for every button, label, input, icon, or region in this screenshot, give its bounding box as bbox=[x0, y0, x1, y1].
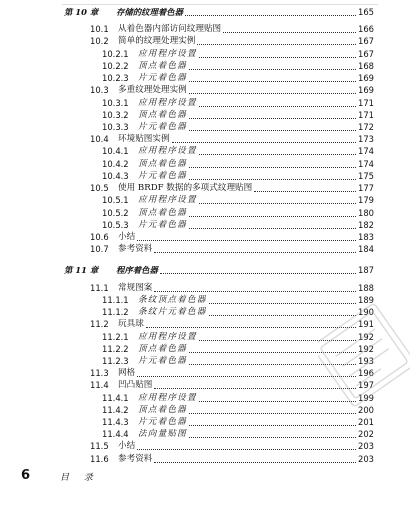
toc-entry-page: 174 bbox=[358, 158, 374, 169]
toc-entry-number: 10.3.3 bbox=[102, 121, 129, 132]
toc-entry-page: 165 bbox=[358, 7, 374, 17]
toc-entry bbox=[90, 243, 374, 256]
toc-entry bbox=[90, 231, 374, 244]
toc-entry-page: 192 bbox=[358, 331, 374, 342]
toc-entry-page: 192 bbox=[358, 343, 374, 354]
running-title: 目 录 bbox=[60, 473, 99, 483]
toc-entry bbox=[90, 182, 374, 195]
toc-entry-title: 片元着色器 bbox=[138, 219, 187, 230]
toc-entry-number: 11.3 bbox=[90, 368, 109, 379]
toc-entry-title: 片元着色器 bbox=[138, 417, 187, 428]
toc-entry bbox=[102, 428, 374, 441]
dot-leader bbox=[189, 81, 356, 82]
toc-entry-number: 10.5 bbox=[90, 183, 109, 194]
toc-entry-title: 存储的纹理着色器 bbox=[116, 7, 183, 17]
toc-entry-page: 166 bbox=[358, 24, 374, 35]
toc-entry-title: 顶点着色器 bbox=[138, 60, 187, 71]
toc-entry bbox=[102, 109, 374, 122]
toc-entry-title: 小结 bbox=[118, 231, 136, 242]
toc-entry-page: 187 bbox=[358, 265, 374, 276]
toc-entry-page: 193 bbox=[358, 355, 374, 366]
toc-entry-number: 10.6 bbox=[90, 231, 109, 242]
toc-entry-page: 202 bbox=[358, 429, 374, 440]
toc-entry-number: 11.5 bbox=[90, 441, 109, 452]
watermark-stamp bbox=[318, 300, 410, 410]
toc-entry-number: 11.1.1 bbox=[102, 294, 129, 305]
toc-entry-title: 顶点着色器 bbox=[138, 343, 187, 354]
toc-entry-title: 应用程序设置 bbox=[138, 195, 197, 206]
toc-entry-page: 203 bbox=[358, 453, 374, 464]
toc-entry-title: 顶点着色器 bbox=[138, 158, 187, 169]
toc-entry-title: 条纹片元着色器 bbox=[138, 307, 207, 318]
toc-entry bbox=[102, 72, 374, 85]
toc-entry bbox=[102, 416, 374, 429]
toc-entry-title: 玩具球 bbox=[118, 319, 144, 330]
toc-entry-title: 片元着色器 bbox=[138, 170, 187, 181]
toc-entry-page: 203 bbox=[358, 441, 374, 452]
toc-entry-title: 顶点着色器 bbox=[138, 109, 187, 120]
toc-entry bbox=[90, 84, 374, 97]
toc-entry-title: 简单的纹理处理实例 bbox=[118, 36, 196, 47]
toc-entry bbox=[102, 145, 374, 158]
toc-entry-page: 183 bbox=[358, 231, 374, 242]
dot-leader bbox=[154, 291, 356, 292]
toc-entry-title: 片元着色器 bbox=[138, 121, 187, 132]
dot-leader bbox=[137, 240, 356, 241]
toc-entry bbox=[90, 282, 374, 295]
toc-entry-page: 184 bbox=[358, 244, 374, 255]
toc-entry-number: 11.1.2 bbox=[102, 307, 129, 318]
dot-leader bbox=[199, 57, 356, 58]
toc-entry-page: 167 bbox=[358, 48, 374, 59]
toc-entry-title: 顶点着色器 bbox=[138, 207, 187, 218]
toc-entry-number: 11.2 bbox=[90, 319, 109, 330]
dot-leader bbox=[189, 179, 356, 180]
toc-entry-page: 190 bbox=[358, 307, 374, 318]
toc-entry-page: 175 bbox=[358, 170, 374, 181]
dot-leader bbox=[137, 449, 356, 450]
toc-entry-number: 10.2.2 bbox=[102, 60, 129, 71]
toc-entry-page: 171 bbox=[358, 109, 374, 120]
toc-entry-number: 第 10 章 bbox=[64, 7, 99, 17]
toc-entry-page: 200 bbox=[358, 404, 374, 415]
dot-leader bbox=[197, 44, 356, 45]
toc-entry-number: 10.1 bbox=[90, 24, 109, 35]
toc-entry-title: 顶点着色器 bbox=[138, 404, 187, 415]
dot-leader bbox=[154, 252, 356, 253]
toc-entry-page: 169 bbox=[358, 73, 374, 84]
toc-entry-page: 169 bbox=[358, 85, 374, 96]
toc-entry-number: 10.4 bbox=[90, 134, 109, 145]
toc-entry-number: 10.5.2 bbox=[102, 207, 129, 218]
toc-entry bbox=[90, 133, 374, 146]
toc-entry-page: 171 bbox=[358, 97, 374, 108]
toc-entry bbox=[102, 60, 374, 73]
toc-entry-title: 凹凸贴图 bbox=[118, 380, 153, 391]
toc-entry-number: 10.7 bbox=[90, 244, 109, 255]
toc-entry-title: 从着色器内部访问纹理贴图 bbox=[118, 24, 222, 35]
toc-entry-title: 应用程序设置 bbox=[138, 146, 197, 157]
toc-entry-number: 10.2.3 bbox=[102, 73, 129, 84]
toc-entry-page: 173 bbox=[358, 134, 374, 145]
toc-entry-title: 参考资料 bbox=[118, 244, 153, 255]
toc-entry-page: 182 bbox=[358, 219, 374, 230]
toc-entry-number: 11.1 bbox=[90, 282, 109, 293]
toc-entry bbox=[64, 6, 374, 19]
toc-entry-page: 172 bbox=[358, 121, 374, 132]
toc-entry-number: 11.4.3 bbox=[102, 417, 129, 428]
toc-entry-page: 180 bbox=[358, 207, 374, 218]
toc-entry-page: 191 bbox=[358, 319, 374, 330]
toc-entry-page: 199 bbox=[358, 392, 374, 403]
toc-entry bbox=[102, 121, 374, 134]
toc-entry bbox=[64, 264, 374, 277]
dot-leader bbox=[189, 425, 356, 426]
toc-entry-number: 11.2.2 bbox=[102, 343, 129, 354]
toc-entry bbox=[102, 207, 374, 220]
dot-leader bbox=[189, 216, 356, 217]
dot-leader bbox=[199, 106, 356, 107]
dot-leader bbox=[254, 191, 356, 192]
dot-leader bbox=[189, 130, 356, 131]
toc-entry bbox=[102, 194, 374, 207]
toc-entry-number: 10.4.1 bbox=[102, 146, 129, 157]
toc-entry-number: 11.4.4 bbox=[102, 429, 129, 440]
toc-entry-title: 片元着色器 bbox=[138, 355, 187, 366]
dot-leader bbox=[189, 118, 356, 119]
toc-entry-page: 168 bbox=[358, 60, 374, 71]
toc-entry-number: 10.5.3 bbox=[102, 219, 129, 230]
toc-entry-page: 197 bbox=[358, 380, 374, 391]
toc-entry-number: 11.4.2 bbox=[102, 404, 129, 415]
toc-entry-number: 11.4 bbox=[90, 380, 109, 391]
page-number: 6 bbox=[21, 468, 31, 483]
toc-entry-number: 11.4.1 bbox=[102, 392, 129, 403]
toc-entry-number: 10.3 bbox=[90, 85, 109, 96]
toc-entry bbox=[102, 48, 374, 61]
toc-entry-title: 法向量贴图 bbox=[138, 429, 187, 440]
toc-entry-title: 使用 BRDF 数据的多项式纹理贴图 bbox=[118, 183, 253, 194]
dot-leader bbox=[189, 167, 356, 168]
toc-entry-title: 多重纹理处理实例 bbox=[118, 85, 187, 96]
dot-leader bbox=[223, 32, 356, 33]
toc-entry bbox=[90, 35, 374, 48]
toc-entry bbox=[102, 158, 374, 171]
toc-entry-number: 10.5.1 bbox=[102, 195, 129, 206]
toc-entry-title: 参考资料 bbox=[118, 453, 153, 464]
toc-entry-number: 10.4.2 bbox=[102, 158, 129, 169]
toc-entry-title: 环境贴图实例 bbox=[118, 134, 170, 145]
toc-entry-page: 196 bbox=[358, 368, 374, 379]
toc-entry-number: 10.2.1 bbox=[102, 48, 129, 59]
toc-entry-number: 第 11 章 bbox=[64, 265, 99, 276]
toc-entry-page: 177 bbox=[358, 183, 374, 194]
toc-entry bbox=[102, 170, 374, 183]
dot-leader bbox=[189, 228, 356, 229]
toc-entry bbox=[90, 453, 374, 466]
dot-leader bbox=[199, 154, 356, 155]
toc-entry-number: 10.4.3 bbox=[102, 170, 129, 181]
dot-leader bbox=[199, 203, 356, 204]
toc-entry-page: 179 bbox=[358, 195, 374, 206]
dot-leader bbox=[189, 93, 356, 94]
toc-entry-number: 10.3.2 bbox=[102, 109, 129, 120]
toc-entry-title: 应用程序设置 bbox=[138, 392, 197, 403]
dot-leader bbox=[189, 437, 356, 438]
dot-leader bbox=[154, 462, 356, 463]
dot-leader bbox=[160, 273, 356, 274]
toc-entry-title: 网格 bbox=[118, 368, 136, 379]
toc-entry-title: 应用程序设置 bbox=[138, 97, 197, 108]
toc-entry-title: 应用程序设置 bbox=[138, 48, 197, 59]
toc-entry-title: 应用程序设置 bbox=[138, 331, 197, 342]
toc-entry-title: 小结 bbox=[118, 441, 136, 452]
toc-entry-page: 189 bbox=[358, 294, 374, 305]
toc-entry-title: 条纹顶点着色器 bbox=[138, 294, 207, 305]
toc-entry-number: 11.6 bbox=[90, 453, 109, 464]
toc-entry bbox=[102, 219, 374, 232]
toc-entry-title: 常规图案 bbox=[118, 282, 153, 293]
toc-entry-number: 11.2.3 bbox=[102, 355, 129, 366]
toc-entry bbox=[90, 440, 374, 453]
toc-entry-page: 201 bbox=[358, 417, 374, 428]
toc-entry bbox=[90, 23, 374, 36]
toc-entry-number: 10.3.1 bbox=[102, 97, 129, 108]
dot-leader bbox=[189, 69, 356, 70]
toc-entry-number: 10.2 bbox=[90, 36, 109, 47]
dot-leader bbox=[189, 413, 356, 414]
top-rule bbox=[62, 4, 378, 5]
dot-leader bbox=[172, 142, 356, 143]
toc-entry-page: 167 bbox=[358, 36, 374, 47]
toc-entry-number: 11.2.1 bbox=[102, 331, 129, 342]
toc-entry bbox=[102, 97, 374, 110]
toc-entry-title: 程序着色器 bbox=[116, 265, 158, 276]
toc-entry-title: 片元着色器 bbox=[138, 73, 187, 84]
toc-entry-page: 174 bbox=[358, 146, 374, 157]
toc-entry-page: 188 bbox=[358, 282, 374, 293]
dot-leader bbox=[185, 15, 356, 16]
